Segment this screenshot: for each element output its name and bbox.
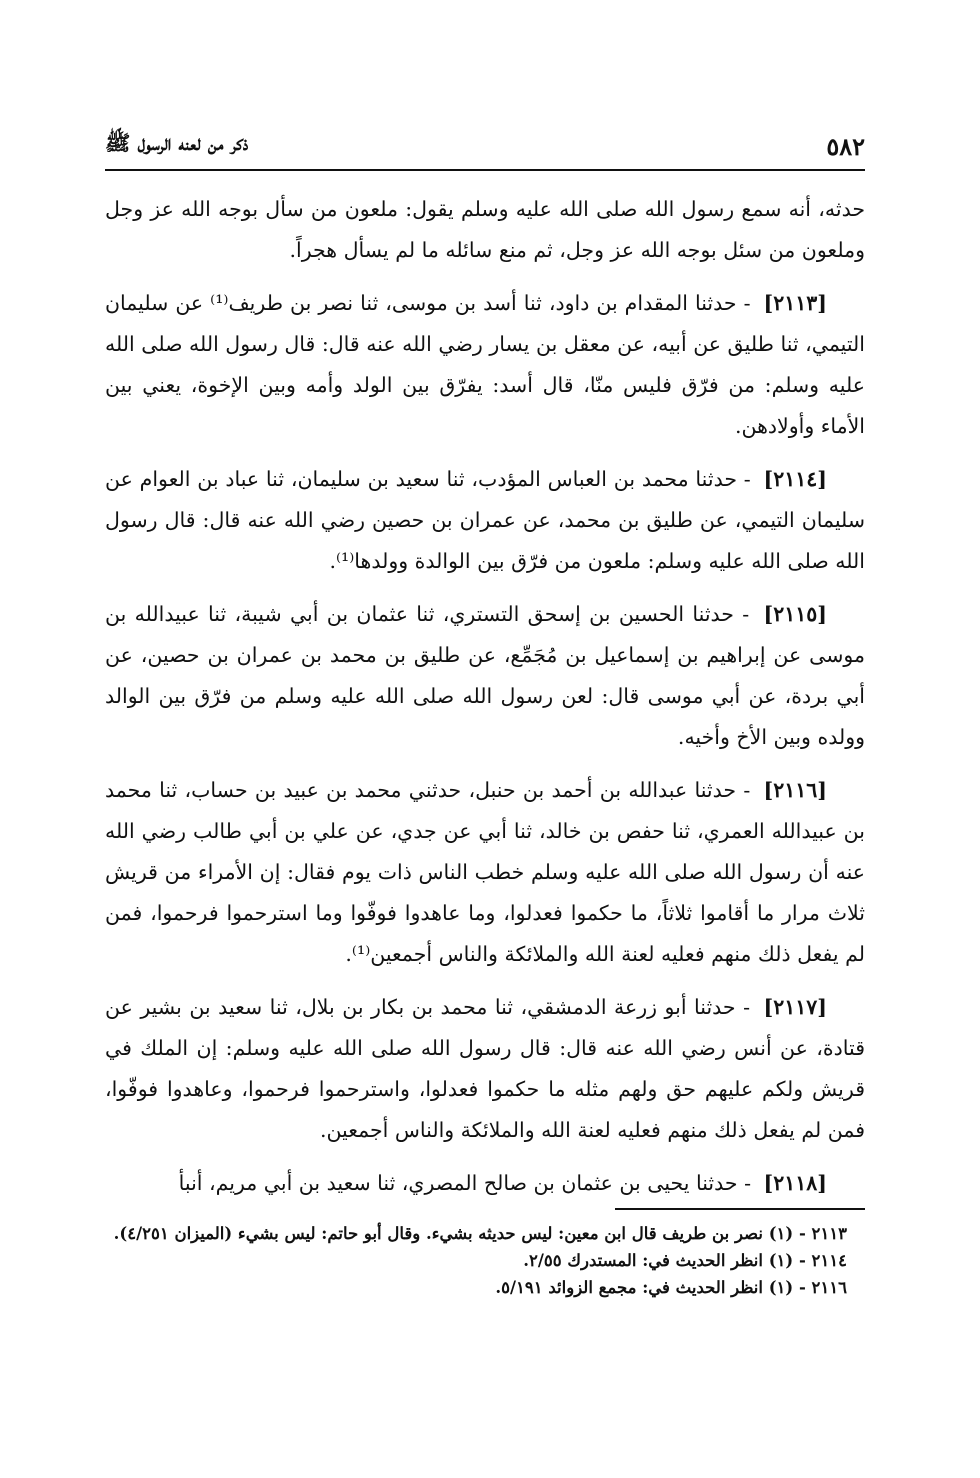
hadith-number: [٢١١٦] <box>763 778 827 802</box>
paragraph-text: حدثه، أنه سمع رسول الله صلى الله عليه وسلم يقول: ملعون من سأل بوجه الله عز وجل وملعون من سئل بوجه الله عز وجل، ثم منع سائله ما لم يسأل هجراً. <box>105 197 865 262</box>
footnote-2116: ٢١١٦ - (١) انظر الحديث في: مجمع الزوائد ٥/١٩١. <box>495 1278 847 1297</box>
paragraph-text: - حدثنا يحيى بن عثمان بن صالح المصري، ثنا سعيد بن أبي مريم، أنبأ <box>178 1171 752 1195</box>
hadith-2115 <box>105 594 865 758</box>
hadith-number: [٢١١٨] <box>763 1171 827 1195</box>
paragraph-text: - حدثنا محمد بن العباس المؤدب، ثنا سعيد بن سليمان، ثنا عباد بن العوام عن سليمان التيمي، عن طليق بن محمد، عن عمران بن حصين رضي الله عنه قال: قال رسول الله صلى الله عليه وسلم: ملعون من فرّق بين الوالدة وولدها⁽¹⁾. <box>105 467 865 573</box>
hadith-number: [٢١١٧] <box>763 995 827 1019</box>
paragraph-text: - حدثنا الحسين بن إسحق التستري، ثنا عثمان بن أبي شيبة، ثنا عبيدالله بن موسى عن إبراهيم بن إسماعيل بن مُجَمِّع، عن طليق بن محمد بن عمران بن حصين، عن أبي بردة، عن أبي موسى قال: لعن رسول الله صلى الله عليه وسلم من فرّق بين الوالد وولده وبين الأخ وأخيه. <box>105 602 865 749</box>
page-number: ٥٨٢ <box>826 132 865 161</box>
hadith-number: [٢١١٥] <box>763 602 827 626</box>
running-title: ذكر من لعنه الرسول ﷺ <box>105 130 249 155</box>
footnote-divider <box>615 1208 865 1210</box>
paragraph-continuation <box>105 189 865 271</box>
paragraph-text: - حدثنا عبدالله بن أحمد بن حنبل، حدثني محمد بن عبيد بن حساب، ثنا محمد بن عبيدالله العمري، ثنا حفص بن خالد، ثنا أبي عن جدي، عن علي بن أبي طالب رضي الله عنه أن رسول الله صلى الله عليه وسلم خطب الناس ذات يوم فقال: إن الأمراء من قريش ثلاث مرار ما أقاموا ثلاثاً، ما حكموا فعدلوا، وما عاهدوا فوفّوا وما استرحموا فرحموا، فمن لم يفعل ذلك منهم فعليه لعنة الله والملائكة والناس أجمعين⁽¹⁾. <box>105 778 865 966</box>
hadith-2114 <box>105 459 865 582</box>
footnote-2114: ٢١١٤ - (١) انظر الحديث في: المستدرك ٢/٥٥. <box>523 1251 847 1270</box>
page-body <box>105 130 865 1216</box>
paragraph-text: - حدثنا أبو زرعة الدمشقي، ثنا محمد بن بكار بن بلال، ثنا سعيد بن بشير عن قتادة، عن أنس رضي الله عنه قال: قال رسول الله صلى الله عليه وسلم: إن الملك في قريش ولكم عليهم حق ولهم مثله ما حكموا فعدلوا، واسترحموا فرحموا، وعاهدوا فوفّوا، فمن لم يفعل ذلك منهم فعليه لعنة الله والملائكة والناس أجمعين. <box>105 995 865 1142</box>
paragraph-text: - حدثنا المقدام بن داود، ثنا أسد بن موسى، ثنا نصر بن طريف⁽¹⁾ عن سليمان التيمي، ثنا طليق عن أبيه، عن معقل بن يسار رضي الله عنه قال: قال رسول الله صلى الله عليه وسلم: من فرّق فليس منّا، قال أسد: يفرّق بين الولد وأمه وبين الإخوة، يعني بين الأماء وأولادهن. <box>105 291 865 438</box>
hadith-2113 <box>105 283 865 447</box>
footnote-2113: ٢١١٣ - (١) نصر بن طريف قال ابن معين: ليس حديثه بشيء. وقال أبو حاتم: ليس بشيء (الميزان ٤/٢٥١). <box>113 1224 847 1243</box>
hadith-2117 <box>105 987 865 1151</box>
hadith-2118 <box>105 1163 865 1204</box>
hadith-2116 <box>105 770 865 975</box>
hadith-number: [٢١١٤] <box>763 467 827 491</box>
footnotes <box>105 1208 865 1301</box>
running-header <box>105 130 865 171</box>
hadith-number: [٢١١٣] <box>763 291 827 315</box>
